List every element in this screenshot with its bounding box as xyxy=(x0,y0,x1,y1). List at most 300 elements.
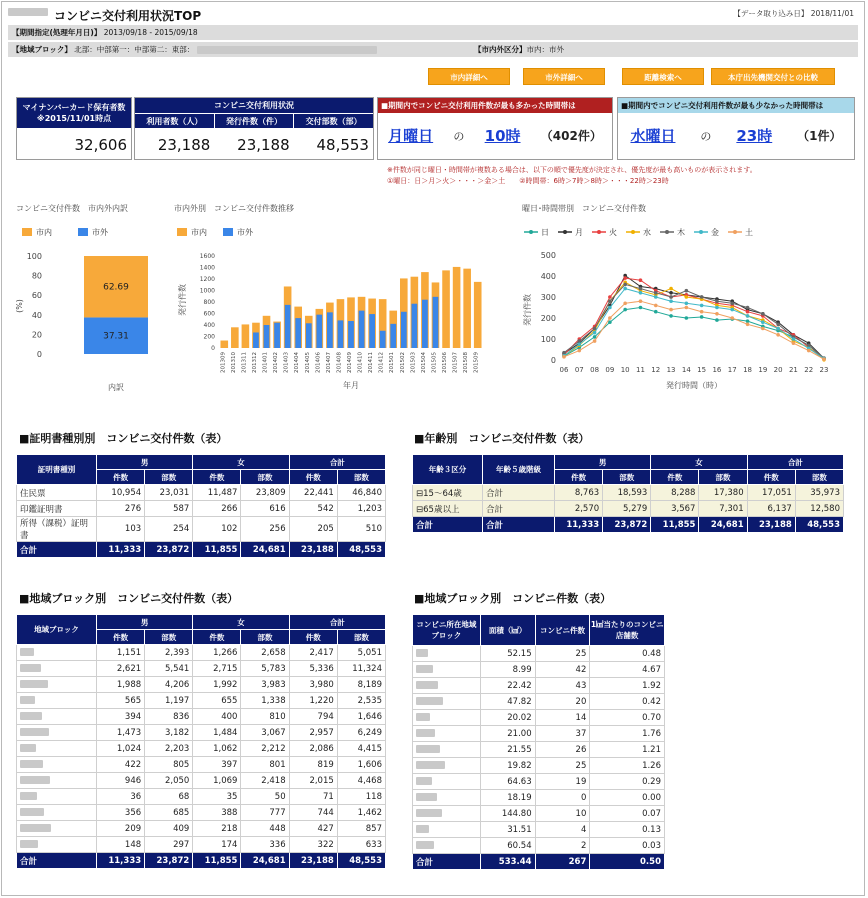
cell-value: 1.92 xyxy=(590,678,665,694)
row-label xyxy=(413,838,481,854)
cell-value: 254 xyxy=(145,517,193,542)
cell-value: 394 xyxy=(97,709,145,725)
redacted-block-name xyxy=(416,729,435,737)
col-header-sub: 件数 xyxy=(289,470,337,485)
cell-value: 2,393 xyxy=(145,645,193,661)
cell-value: 422 xyxy=(97,757,145,773)
cell-value: 21.55 xyxy=(480,742,535,758)
x-tick-label: 07 xyxy=(574,366,584,374)
row-label xyxy=(17,757,97,773)
redacted-block-name xyxy=(416,745,440,753)
col-header-sub: 部数 xyxy=(337,470,385,485)
cell-value: 8,189 xyxy=(337,677,385,693)
cell-value: 3,567 xyxy=(651,501,699,517)
min-time-title: ■期間内でコンビニ交付利用件数が最も少なかった時間帯は xyxy=(618,98,854,113)
total-cell: 48,553 xyxy=(795,517,843,533)
store-table xyxy=(412,614,665,870)
col-header-age5: 年齢５歳階級 xyxy=(483,455,555,485)
x-tick-label: 201502 xyxy=(399,352,406,373)
series-point xyxy=(639,291,643,295)
block-value: 北部：中部第一：中部第二：東部： xyxy=(74,45,195,54)
row-label xyxy=(17,661,97,677)
x-tick-label: 201409 xyxy=(347,352,353,373)
row-label xyxy=(413,822,481,838)
cell-value: 587 xyxy=(145,501,193,517)
min-day-link[interactable]: 水曜日 xyxy=(630,127,676,145)
period-value: 2013/09/18 - 2015/09/18 xyxy=(103,28,198,37)
table-row xyxy=(413,662,665,678)
cell-value: 19 xyxy=(535,774,590,790)
series-point xyxy=(654,304,658,308)
row-label xyxy=(413,806,481,822)
x-tick-label: 201310 xyxy=(230,352,237,373)
table-row xyxy=(413,758,665,774)
total-row xyxy=(17,542,386,558)
x-tick-label: 201406 xyxy=(315,352,322,373)
series-point xyxy=(685,306,689,310)
table-row xyxy=(17,821,386,837)
cell-value: 8,763 xyxy=(555,485,603,501)
redacted-block-name xyxy=(20,840,38,848)
total-cell: 23,872 xyxy=(603,517,651,533)
x-tick-label: 16 xyxy=(712,366,722,374)
series-point xyxy=(761,320,765,324)
usage-col-issued: 発行件数（件） xyxy=(215,113,295,128)
legend-swatch-inside xyxy=(22,228,32,236)
cell-value: 64.63 xyxy=(480,774,535,790)
row-label xyxy=(17,725,97,741)
series-point xyxy=(608,295,612,299)
data-label-outside: 37.31 xyxy=(103,331,129,342)
cell-value: 11,324 xyxy=(337,661,385,677)
cell-value: 26 xyxy=(535,742,590,758)
y-tick-label: 400 xyxy=(540,272,556,281)
cell-value: 2,086 xyxy=(289,741,337,757)
cell-value: 0.29 xyxy=(590,774,665,790)
total-cell: 11,855 xyxy=(651,517,699,533)
row-label xyxy=(413,758,481,774)
bar-inside xyxy=(453,267,461,348)
total-row xyxy=(17,853,386,869)
series-point xyxy=(730,308,734,312)
x-tick-label: 22 xyxy=(804,366,814,374)
x-tick-label: 201410 xyxy=(357,352,364,373)
cell-value: 6,137 xyxy=(747,501,795,517)
table-row xyxy=(413,806,665,822)
total-cell: 23,872 xyxy=(145,542,193,558)
bar-inside xyxy=(474,282,482,348)
cell-value: 510 xyxy=(337,517,385,542)
cell-value: 1,151 xyxy=(97,645,145,661)
col-header-age3: 年齢３区分 xyxy=(413,455,483,485)
cell-value: 1.21 xyxy=(590,742,665,758)
min-hour-link[interactable]: 23時 xyxy=(736,127,773,145)
col-header-sub: 部数 xyxy=(603,470,651,485)
total-cell: 合計 xyxy=(17,853,97,869)
col-header-group: 男 xyxy=(97,455,193,470)
min-no: の xyxy=(700,129,712,143)
series-point xyxy=(746,323,750,327)
cell-value: 2,015 xyxy=(289,773,337,789)
cell-value: 256 xyxy=(241,517,289,542)
cell-value: 1,203 xyxy=(337,501,385,517)
total-cell: 11,855 xyxy=(193,542,241,558)
bar-outside xyxy=(316,315,322,348)
cell-value: 448 xyxy=(241,821,289,837)
table-row xyxy=(17,645,386,661)
bar-outside xyxy=(380,331,386,348)
table-row xyxy=(17,837,386,853)
cell-value: 744 xyxy=(289,805,337,821)
cell-value: 35,973 xyxy=(795,485,843,501)
cell-value: 0.03 xyxy=(590,838,665,854)
cell-value: 5,541 xyxy=(145,661,193,677)
cell-value: 409 xyxy=(145,821,193,837)
row-label: ⊟15～64歳 xyxy=(413,485,483,501)
row-label xyxy=(17,741,97,757)
max-time-card xyxy=(377,97,613,160)
cell-value: 356 xyxy=(97,805,145,821)
col-header-sub: 部数 xyxy=(795,470,843,485)
mynumber-sub: ※2015/11/01時点 xyxy=(36,114,112,123)
y-axis-label: 発行件数 xyxy=(523,294,532,326)
cell-value: 1,606 xyxy=(337,757,385,773)
max-count: （402件） xyxy=(540,129,602,143)
x-tick-label: 201505 xyxy=(431,352,438,373)
min-count: （1件） xyxy=(797,129,842,143)
col-header-sub: 部数 xyxy=(145,470,193,485)
max-hour-link[interactable]: 10時 xyxy=(484,127,521,145)
cell-value: 1,462 xyxy=(337,805,385,821)
redacted-block-name xyxy=(20,648,34,656)
redacted-block-name xyxy=(416,777,432,785)
redacted-blocks xyxy=(197,46,377,54)
cell-value: 857 xyxy=(337,821,385,837)
table-row xyxy=(17,773,386,789)
bar-outside xyxy=(359,311,365,348)
cell-value: 20 xyxy=(535,694,590,710)
series-point xyxy=(623,287,627,291)
series-point xyxy=(730,316,734,320)
inout-ratio-chart xyxy=(12,220,162,395)
y-tick-label: 100 xyxy=(540,335,556,344)
row-label xyxy=(413,726,481,742)
x-tick-label: 201509 xyxy=(473,352,480,373)
distance-search-button[interactable]: 距離検索へ xyxy=(622,68,704,85)
usage-users-value: 23,188 xyxy=(157,136,211,154)
min-time-card xyxy=(617,97,855,160)
series-point xyxy=(715,299,719,303)
cell-value: 25 xyxy=(535,646,590,662)
weekday-hour-chart xyxy=(514,220,834,395)
bar-outside xyxy=(264,325,270,348)
legend-marker-2 xyxy=(597,230,601,234)
y-tick-label: 1400 xyxy=(199,264,215,272)
cell-value: 31.51 xyxy=(480,822,535,838)
y-tick-label: 40 xyxy=(31,310,42,320)
row-label xyxy=(17,677,97,693)
cell-value: 205 xyxy=(289,517,337,542)
row-label: 合計 xyxy=(483,485,555,501)
cell-value: 2,050 xyxy=(145,773,193,789)
series-line-1 xyxy=(564,276,824,359)
x-tick-label: 19 xyxy=(758,366,768,374)
cell-value: 5,336 xyxy=(289,661,337,677)
cell-value: 19.82 xyxy=(480,758,535,774)
col-header-block: 地域ブロック xyxy=(17,615,97,645)
redacted-block-name xyxy=(416,697,443,705)
row-label xyxy=(413,790,481,806)
cell-value: 1,646 xyxy=(337,709,385,725)
priority-note xyxy=(387,165,757,187)
legend-label-inside: 市内 xyxy=(191,228,207,237)
y-tick-label: 100 xyxy=(26,252,42,261)
x-tick-label: 201408 xyxy=(336,352,343,373)
row-label xyxy=(413,662,481,678)
legend-label-6: 土 xyxy=(745,228,753,237)
x-tick-label: 201402 xyxy=(273,352,280,373)
series-point xyxy=(776,327,780,331)
cell-value: 0.48 xyxy=(590,646,665,662)
x-tick-label: 201309 xyxy=(220,352,227,373)
redacted-block-name xyxy=(20,824,51,832)
cell-value: 22.42 xyxy=(480,678,535,694)
cell-value: 1,024 xyxy=(97,741,145,757)
x-tick-label: 18 xyxy=(743,366,752,374)
x-axis-label: 発行時間（時） xyxy=(666,381,722,390)
series-point xyxy=(593,335,597,339)
series-point xyxy=(608,316,612,320)
series-point xyxy=(746,310,750,314)
total-cell: 11,333 xyxy=(555,517,603,533)
table-row xyxy=(17,757,386,773)
series-point xyxy=(562,355,566,359)
redacted-block-name xyxy=(416,713,430,721)
compare-branch-button[interactable]: 本庁出先機関交付との比較 xyxy=(711,68,835,85)
cell-value: 400 xyxy=(193,709,241,725)
cell-value: 794 xyxy=(289,709,337,725)
y-axis-label: (%) xyxy=(15,299,24,313)
total-row xyxy=(413,854,665,870)
series-point xyxy=(654,291,658,295)
y-tick-label: 1000 xyxy=(199,287,215,295)
table-row xyxy=(413,822,665,838)
outside-detail-button[interactable]: 市外詳細へ xyxy=(523,68,605,85)
series-point xyxy=(700,295,704,299)
x-tick-label: 11 xyxy=(636,366,645,374)
block-label: 【地域ブロック】 xyxy=(12,45,72,54)
y-tick-label: 800 xyxy=(203,299,215,306)
cell-value: 2,535 xyxy=(337,693,385,709)
col-header-group: 女 xyxy=(193,455,289,470)
series-point xyxy=(654,295,658,299)
row-label xyxy=(17,645,97,661)
cell-value: 1,992 xyxy=(193,677,241,693)
series-point xyxy=(623,308,627,312)
cell-value: 4.67 xyxy=(590,662,665,678)
cell-value: 1,473 xyxy=(97,725,145,741)
max-no: の xyxy=(453,129,465,143)
table-row xyxy=(17,709,386,725)
cell-value: 118 xyxy=(337,789,385,805)
bar-outside xyxy=(369,314,375,348)
bar-inside xyxy=(463,269,471,348)
note-line-1: ※件数が同じ曜日・時間帯が複数ある場合は、以下の順で優先度が決定され、優先度が最も高いものが表示されます。 xyxy=(387,166,757,174)
cell-value: 144.80 xyxy=(480,806,535,822)
series-point xyxy=(669,291,673,295)
bar-outside xyxy=(348,321,354,348)
region-table xyxy=(16,614,386,869)
col-header-2: コンビニ件数 xyxy=(535,615,590,646)
cell-value: 3,067 xyxy=(241,725,289,741)
series-point xyxy=(685,289,689,293)
table-row xyxy=(17,485,386,501)
row-label xyxy=(17,709,97,725)
cell-value: 5,279 xyxy=(603,501,651,517)
series-point xyxy=(639,306,643,310)
col-header-sub: 部数 xyxy=(699,470,747,485)
cell-value: 1,338 xyxy=(241,693,289,709)
row-label: 合計 xyxy=(483,501,555,517)
bar-outside xyxy=(411,304,417,348)
usage-col-copies: 交付部数（部） xyxy=(294,113,373,128)
cell-value: 10 xyxy=(535,806,590,822)
cell-value: 276 xyxy=(97,501,145,517)
total-cell: 11,333 xyxy=(97,542,145,558)
series-point xyxy=(685,316,689,320)
cell-value: 388 xyxy=(193,805,241,821)
table-row xyxy=(413,694,665,710)
x-tick-label: 17 xyxy=(727,366,737,374)
x-tick-label: 20 xyxy=(773,366,783,374)
x-tick-label: 10 xyxy=(620,366,630,374)
cell-value: 103 xyxy=(97,517,145,542)
age-section-title: ■年齢別 コンビニ交付件数（表） xyxy=(414,432,590,445)
usage-copies-value: 48,553 xyxy=(316,136,369,154)
x-tick-label: 201503 xyxy=(410,352,417,373)
cell-value: 18,593 xyxy=(603,485,651,501)
redacted-block-name xyxy=(416,761,445,769)
cell-value: 655 xyxy=(193,693,241,709)
total-cell: 24,681 xyxy=(241,542,289,558)
cell-value: 47.82 xyxy=(480,694,535,710)
usage-col-users: 利用者数（人） xyxy=(135,113,215,128)
cell-value: 2,658 xyxy=(241,645,289,661)
row-label: 所得（課税）証明書 xyxy=(17,517,97,542)
row-label: 住民票 xyxy=(17,485,97,501)
legend-label-5: 金 xyxy=(711,228,719,237)
series-point xyxy=(577,349,581,353)
cell-value: 21.00 xyxy=(480,726,535,742)
redacted-block-name xyxy=(416,825,429,833)
series-point xyxy=(792,341,796,345)
col-header-sub: 件数 xyxy=(193,630,241,645)
redacted-block-name xyxy=(20,728,49,736)
cell-value: 18.19 xyxy=(480,790,535,806)
redacted-block-name xyxy=(20,808,44,816)
legend-label-0: 日 xyxy=(541,228,549,237)
redacted-block-name xyxy=(416,793,437,801)
x-tick-label: 09 xyxy=(605,366,615,374)
total-cell: 24,681 xyxy=(241,853,289,869)
cell-value: 35 xyxy=(193,789,241,805)
cell-value: 4,206 xyxy=(145,677,193,693)
bar-inside xyxy=(220,341,228,348)
table-row xyxy=(413,678,665,694)
chart3-title: 曜日･時間帯別 コンビニ交付件数 xyxy=(522,204,646,213)
cell-value: 6,249 xyxy=(337,725,385,741)
total-cell: 合計 xyxy=(413,517,483,533)
cell-value: 218 xyxy=(193,821,241,837)
cell-value: 633 xyxy=(337,837,385,853)
series-point xyxy=(776,333,780,337)
monthly-trend-chart xyxy=(167,220,497,395)
legend-swatch-inside xyxy=(177,228,187,236)
series-point xyxy=(639,299,643,303)
series-point xyxy=(776,323,780,327)
cell-value: 4,468 xyxy=(337,773,385,789)
series-point xyxy=(685,302,689,306)
chart2-title: 市内外別 コンビニ交付件数推移 xyxy=(174,204,294,213)
x-tick-label: 201404 xyxy=(294,352,301,373)
cell-value: 60.54 xyxy=(480,838,535,854)
max-day-link[interactable]: 月曜日 xyxy=(388,127,434,145)
col-header-sub: 件数 xyxy=(289,630,337,645)
table-row xyxy=(17,501,386,517)
city-detail-button[interactable]: 市内詳細へ xyxy=(428,68,510,85)
series-point xyxy=(761,327,765,331)
region-section-title: ■地域ブロック別 コンビニ交付件数（表） xyxy=(19,592,239,605)
col-header-sub: 件数 xyxy=(747,470,795,485)
x-tick-label: 23 xyxy=(819,366,829,374)
cell-value: 17,380 xyxy=(699,485,747,501)
cell-value: 322 xyxy=(289,837,337,853)
col-header-group: 合計 xyxy=(747,455,843,470)
cell-value: 71 xyxy=(289,789,337,805)
series-point xyxy=(746,314,750,318)
series-point xyxy=(608,299,612,303)
series-point xyxy=(761,312,765,316)
col-header-sub: 件数 xyxy=(555,470,603,485)
col-header-sub: 件数 xyxy=(651,470,699,485)
y-tick-label: 400 xyxy=(203,322,215,329)
col-header-sub: 件数 xyxy=(97,470,145,485)
series-point xyxy=(577,342,581,346)
cell-value: 1,197 xyxy=(145,693,193,709)
legend-label-3: 水 xyxy=(643,228,651,237)
period-label: 【期間指定(処理年月日)】 xyxy=(12,28,102,37)
table-row xyxy=(17,661,386,677)
bar-outside xyxy=(306,323,312,348)
col-header-group: 女 xyxy=(651,455,747,470)
series-point xyxy=(623,283,627,287)
legend-label-outside: 市外 xyxy=(237,228,253,237)
cell-value: 2,203 xyxy=(145,741,193,757)
col-header-group: 合計 xyxy=(289,615,385,630)
x-tick-label: 13 xyxy=(666,366,676,374)
inout-label: 【市内外区分】 xyxy=(474,45,527,54)
store-section-title: ■地域ブロック別 コンビニ件数（表） xyxy=(414,592,612,605)
x-axis-label: 年月 xyxy=(343,381,359,390)
col-header-group: 男 xyxy=(97,615,193,630)
x-tick-label: 201411 xyxy=(368,352,375,373)
y-tick-label: 200 xyxy=(203,333,215,341)
total-cell: 合計 xyxy=(483,517,555,533)
cell-value: 43 xyxy=(535,678,590,694)
cell-value: 297 xyxy=(145,837,193,853)
cell-value: 148 xyxy=(97,837,145,853)
total-cell: 23,188 xyxy=(289,542,337,558)
